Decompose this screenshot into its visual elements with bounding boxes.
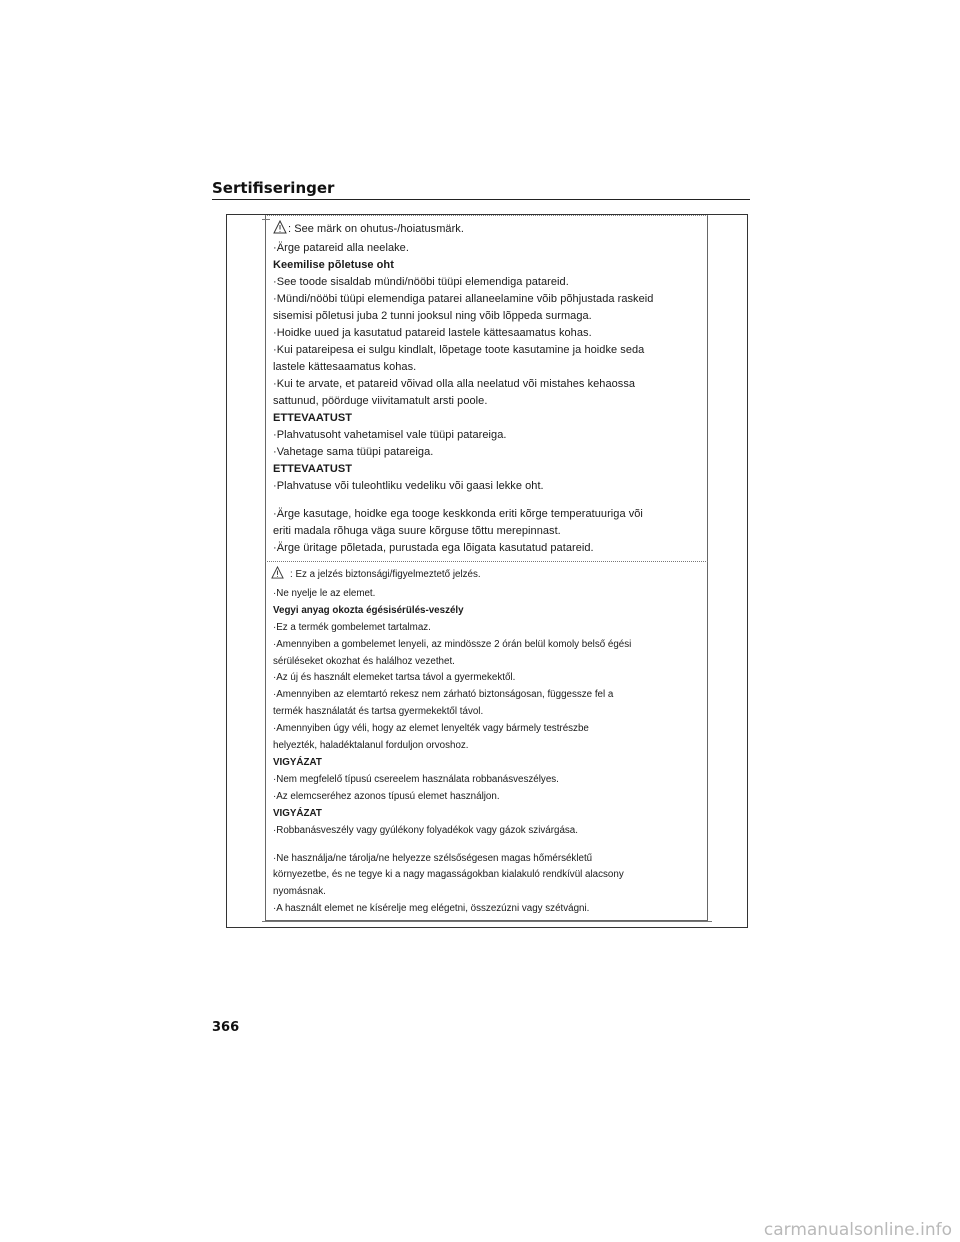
section-title: Sertifiseringer — [212, 179, 335, 197]
text-line — [273, 901, 703, 918]
line-text: ·Mündi/nööbi tüüpi elemendiga patarei allaneelamine võib põhjustada raskeid — [273, 293, 654, 305]
estonian-warning-text — [273, 220, 703, 557]
text-line — [273, 823, 703, 840]
warning-heading — [273, 410, 703, 427]
line-text: ·Amennyiben a gombelemet lenyeli, az mindössze 2 órán belül komoly belső égési — [273, 638, 632, 650]
warning-heading — [273, 461, 703, 478]
text-line — [273, 687, 703, 704]
line-text: termék használatát és tartsa gyermekektől távol. — [273, 706, 484, 718]
warning-heading — [273, 806, 703, 823]
page-number: 366 — [212, 1020, 240, 1035]
text-line — [273, 478, 703, 495]
text-line — [273, 566, 703, 586]
text-line — [273, 620, 703, 637]
text-line — [273, 393, 703, 410]
line-text: ·Az elemcseréhez azonos típusú elemet használjon. — [273, 790, 500, 802]
line-text: eriti madala rõhuga väga suure kõrguse tõttu merepinnast. — [273, 525, 561, 537]
text-line — [273, 721, 703, 738]
text-line — [273, 291, 703, 308]
text-line — [273, 738, 703, 755]
text-line — [273, 325, 703, 342]
line-text: ·See toode sisaldab mündi/nööbi tüüpi elemendiga patareid. — [273, 276, 569, 288]
line-text: ETTEVAATUST — [273, 463, 352, 475]
line-text: lastele kättesaamatus kohas. — [273, 361, 417, 373]
frame-bottom-rule — [262, 921, 712, 922]
text-line — [273, 540, 703, 557]
line-text: ·Ärge üritage põletada, purustada ega lõigata kasutatud patareid. — [273, 542, 594, 554]
text-line — [273, 274, 703, 291]
warning-triangle-icon — [271, 566, 284, 586]
warning-triangle-icon — [273, 220, 287, 240]
frame-tick — [262, 219, 270, 220]
paragraph-gap — [273, 495, 703, 506]
text-line — [273, 506, 703, 523]
line-text: : Ez a jelzés biztonsági/figyelmeztető jelzés. — [290, 569, 481, 580]
warning-heading — [273, 257, 703, 274]
line-text: ·Ne nyelje le az elemet. — [273, 587, 376, 599]
line-text: ·Hoidke uued ja kasutatud patareid lastele kättesaamatus kohas. — [273, 327, 592, 339]
text-line — [273, 884, 703, 901]
line-text: ETTEVAATUST — [273, 412, 352, 424]
text-line — [273, 359, 703, 376]
line-text: VIGYÁZAT — [273, 807, 322, 819]
line-text: VIGYÁZAT — [273, 756, 322, 768]
line-text: ·Robbanásveszély vagy gyúlékony folyadékok vagy gázok szivárgása. — [273, 824, 578, 836]
text-line — [273, 867, 703, 884]
line-text: : See märk on ohutus-/hoiatusmärk. — [288, 223, 464, 235]
line-text: ·Amennyiben úgy véli, hogy az elemet lenyelték vagy bármely testrészbe — [273, 723, 589, 735]
text-line — [273, 586, 703, 603]
text-line — [273, 654, 703, 671]
line-text: környezetbe, és ne tegye ki a nagy magasságokban kialakuló rendkívül alacsony — [273, 869, 624, 881]
text-line — [273, 427, 703, 444]
text-line — [273, 851, 703, 868]
hungarian-warning-text — [273, 566, 703, 918]
text-line — [273, 376, 703, 393]
text-line — [273, 240, 703, 257]
language-separator — [265, 561, 708, 562]
line-text: ·Vahetage sama tüüpi patareiga. — [273, 446, 434, 458]
text-line — [273, 637, 703, 654]
line-text: ·Kui patareipesa ei sulgu kindlalt, lõpetage toote kasutamine ja hoidke seda — [273, 344, 645, 356]
line-text: ·Kui te arvate, et patareid võivad olla alla neelatud või mistahes kehaossa — [273, 378, 636, 390]
text-line — [273, 342, 703, 359]
watermark: carmanualsonline.info — [763, 1220, 952, 1240]
line-text: helyezték, haladéktalanul forduljon orvoshoz. — [273, 740, 469, 752]
line-text: sattunud, pöörduge viivitamatult arsti poole. — [273, 395, 488, 407]
text-line — [273, 220, 703, 240]
text-line — [273, 523, 703, 540]
text-line — [273, 772, 703, 789]
warning-heading — [273, 755, 703, 772]
line-text: ·Ez a termék gombelemet tartalmaz. — [273, 621, 431, 633]
line-text: nyomásnak. — [273, 886, 326, 898]
line-text: Vegyi anyag okozta égésisérülés-veszély — [273, 604, 464, 616]
text-line — [273, 444, 703, 461]
line-text: ·Ärge kasutage, hoidke ega tooge keskkonda eriti kõrge temperatuuriga või — [273, 508, 643, 520]
line-text: ·A használt elemet ne kísérelje meg elégetni, összezúzni vagy szétvágni. — [273, 903, 590, 915]
text-line — [273, 704, 703, 721]
line-text: ·Plahvatuse või tuleohtliku vedeliku või gaasi lekke oht. — [273, 480, 544, 492]
line-text: ·Amennyiben az elemtartó rekesz nem zárható biztonságosan, függessze fel a — [273, 689, 614, 701]
warning-heading — [273, 603, 703, 620]
paragraph-gap — [273, 840, 703, 851]
line-text: sisemisi põletusi juba 2 tunni jooksul ning võib lõppeda surmaga. — [273, 310, 592, 322]
line-text: ·Ne használja/ne tárolja/ne helyezze szélsőségesen magas hőmérsékletű — [273, 852, 593, 864]
line-text: ·Nem megfelelő típusú csereelem használata robbanásveszélyes. — [273, 773, 559, 785]
text-line — [273, 789, 703, 806]
text-line — [273, 308, 703, 325]
title-rule — [212, 199, 750, 200]
line-text: sérüléseket okozhat és halálhoz vezethet. — [273, 655, 455, 667]
line-text: ·Az új és használt elemeket tartsa távol a gyermekektől. — [273, 672, 516, 684]
line-text: ·Ärge patareid alla neelake. — [273, 242, 409, 254]
line-text: ·Plahvatusoht vahetamisel vale tüüpi patareiga. — [273, 429, 507, 441]
line-text: Keemilise põletuse oht — [273, 259, 394, 271]
text-line — [273, 670, 703, 687]
